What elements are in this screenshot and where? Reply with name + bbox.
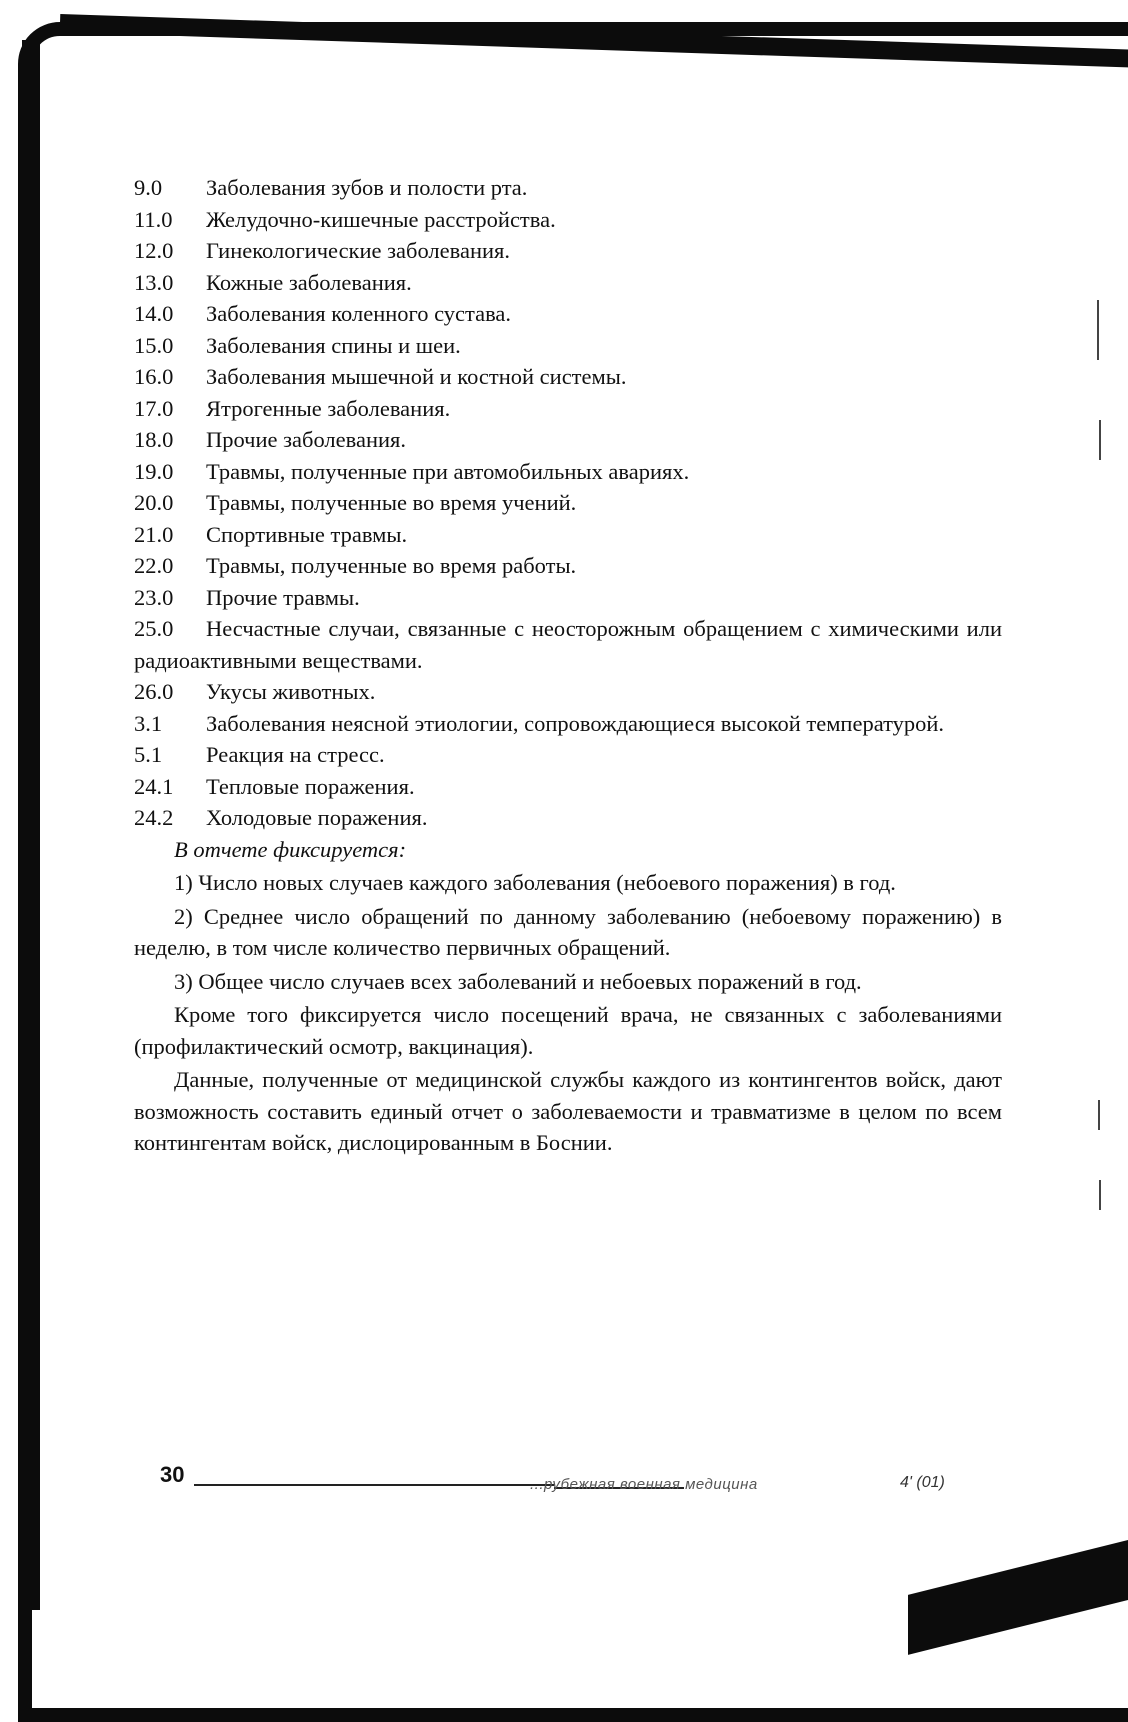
item-text: Прочие заболевания. — [206, 427, 406, 452]
report-paragraph: Кроме того фиксируется число посещений врача, не связанных с заболеваниями (профилактический осмотр, вакцинация). — [134, 1002, 1002, 1059]
item-number: 9.0 — [134, 175, 163, 200]
list-item — [134, 613, 1002, 676]
list-item — [134, 361, 1002, 393]
item-number: 22.0 — [134, 553, 174, 578]
footer-rule — [194, 1484, 554, 1486]
item-number: 3.1 — [134, 710, 163, 736]
report-paragraph: 1) Число новых случаев каждого заболевания (небоевого поражения) в год. — [174, 870, 896, 895]
running-title: ...рубежная военная медицина — [530, 1476, 758, 1493]
list-item — [134, 771, 1002, 803]
item-text: Заболевания спины и шеи. — [206, 332, 461, 358]
item-text: Кожные заболевания. — [206, 269, 412, 295]
item-number: 21.0 — [134, 521, 174, 547]
scan-edge-mark — [1098, 1100, 1100, 1130]
item-number: 25.0 — [134, 616, 174, 641]
scan-edge-mark — [1097, 300, 1099, 360]
item-text: Укусы животных. — [206, 679, 376, 704]
list-item — [134, 267, 1002, 299]
item-number: 16.0 — [134, 364, 174, 389]
item-text: Заболевания мышечной и костной системы. — [206, 364, 627, 389]
disease-code-list-continued — [134, 739, 1002, 834]
item-number: 13.0 — [134, 269, 174, 295]
item-text: Ятрогенные заболевания. — [206, 395, 451, 421]
item-text: Несчастные случаи, связанные с неосторожным обращением с химическими или радиоактивными веществами. — [134, 616, 1002, 673]
item-text: Тепловые поражения. — [206, 773, 415, 799]
item-text: Спортивные травмы. — [206, 521, 408, 547]
list-item — [134, 582, 1002, 614]
item-number: 14.0 — [134, 301, 174, 326]
item-number: 5.1 — [134, 742, 163, 767]
item-number: 24.1 — [134, 773, 174, 799]
report-paragraph: Данные, полученные от медицинской службы каждого из контингентов войск, дают возможность составить единый отчет о заболеваемости и травматизме в целом по всем контингентам войск, дислоцированным в Боснии. — [134, 1067, 1002, 1155]
item-number: 18.0 — [134, 427, 174, 452]
list-item — [134, 330, 1002, 362]
list-item — [134, 424, 1002, 456]
document-body — [134, 172, 1002, 1161]
item-number: 19.0 — [134, 458, 174, 484]
list-item — [134, 708, 1002, 740]
item-text: Заболевания коленного сустава. — [206, 301, 512, 326]
item-text: Гинекологические заболевания. — [206, 238, 511, 263]
item-number: 15.0 — [134, 332, 174, 358]
page-footer — [160, 1460, 1000, 1500]
scan-edge-mark — [1099, 420, 1101, 460]
item-number: 24.2 — [134, 805, 174, 830]
item-number: 17.0 — [134, 395, 174, 421]
list-item — [134, 235, 1002, 267]
item-text: Травмы, полученные при автомобильных авариях. — [206, 458, 690, 484]
item-number: 23.0 — [134, 584, 174, 610]
list-item — [134, 802, 1002, 834]
list-item — [134, 393, 1002, 425]
item-text: Реакция на стресс. — [206, 742, 385, 767]
item-text: Заболевания неясной этиологии, сопровождающиеся высокой температурой. — [206, 710, 945, 736]
report-paragraph: 2) Среднее число обращений по данному заболеванию (небоевому поражению) в неделю, в том числе количество первичных обращений. — [134, 903, 1002, 960]
item-text: Травмы, полученные во время учений. — [206, 490, 577, 515]
list-item — [134, 487, 1002, 519]
list-item — [134, 204, 1002, 236]
disease-code-list — [134, 172, 1002, 613]
item-number: 20.0 — [134, 490, 174, 515]
report-paragraph: 3) Общее число случаев всех заболеваний и небоевых поражений в год. — [174, 968, 862, 994]
list-item — [134, 739, 1002, 771]
item-text: Прочие травмы. — [206, 584, 360, 610]
item-text: Желудочно-кишечные расстройства. — [206, 206, 556, 232]
list-item — [134, 519, 1002, 551]
list-item — [134, 676, 1002, 708]
list-item — [134, 550, 1002, 582]
section-caption: В отчете фиксируется: — [174, 836, 407, 862]
scan-left-shadow — [22, 40, 40, 1610]
item-text: Заболевания зубов и полости рта. — [206, 175, 528, 200]
item-number: 11.0 — [134, 206, 173, 232]
item-number: 26.0 — [134, 679, 174, 704]
list-item — [134, 456, 1002, 488]
scan-edge-mark — [1099, 1180, 1101, 1210]
page-number: 30 — [160, 1462, 185, 1487]
item-text: Холодовые поражения. — [206, 805, 428, 830]
item-number: 12.0 — [134, 238, 174, 263]
item-text: Травмы, полученные во время работы. — [206, 553, 577, 578]
list-item — [134, 172, 1002, 204]
list-item — [134, 298, 1002, 330]
issue-number: 4' (01) — [900, 1474, 945, 1491]
